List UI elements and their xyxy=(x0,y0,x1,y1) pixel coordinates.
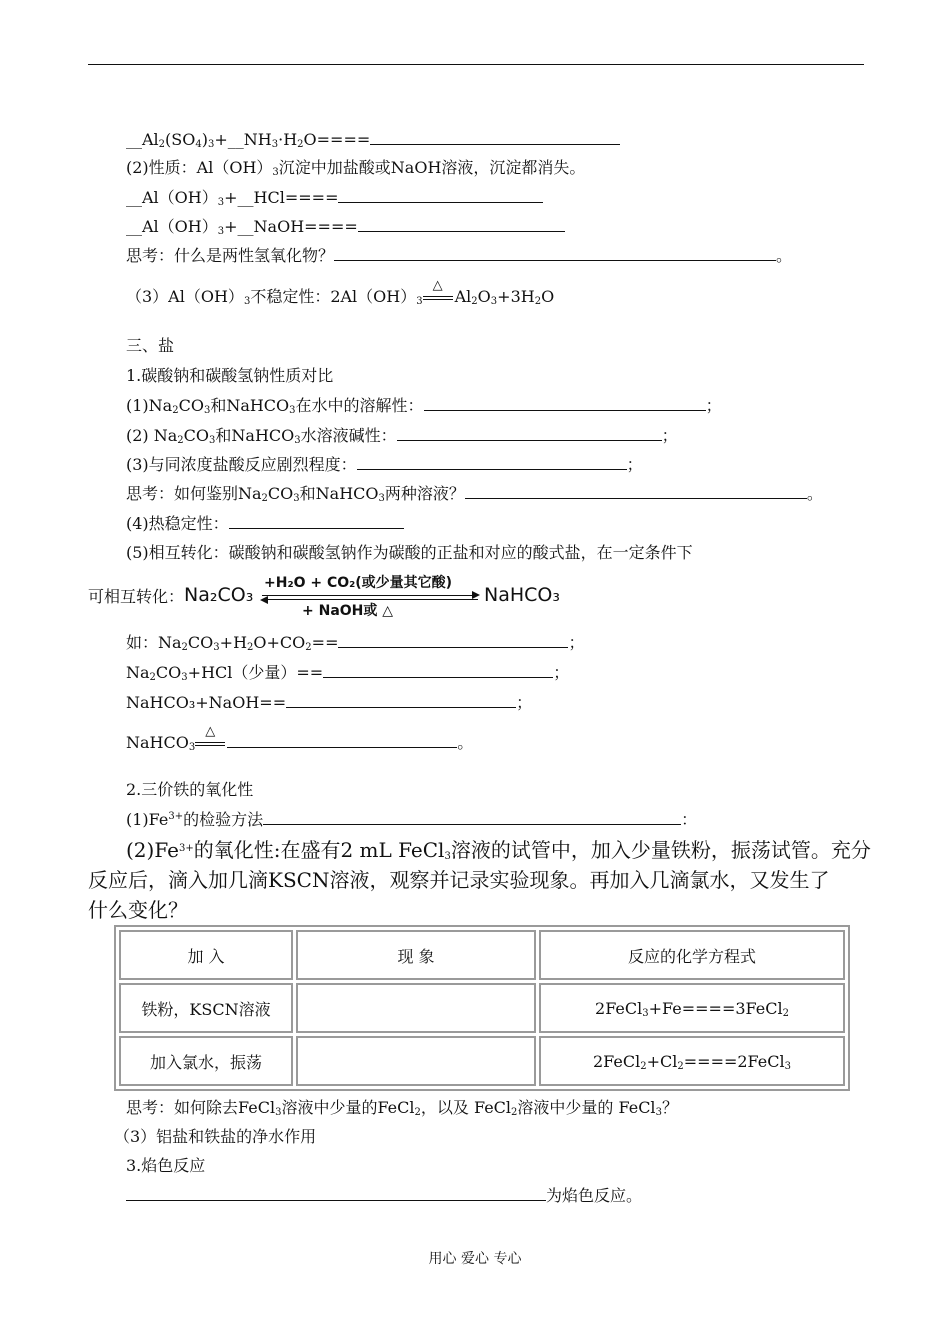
answer-blank[interactable] xyxy=(227,733,457,748)
answer-blank[interactable] xyxy=(370,130,620,145)
fe3-oxidizing-line-1: $(2)Fe^{3+}$的氧化性:在盛有2 mL FeCl$_3$溶液的试管中，加入少量铁粉，振荡试管。充分 xyxy=(126,838,871,862)
think-identify: 思考：如何鉴别$Na_2CO_3$和NaHCO$_3$两种溶液？ 。 xyxy=(126,484,823,504)
answer-blank[interactable] xyxy=(465,484,807,499)
table-row xyxy=(119,1036,845,1086)
example-equation-3: NaHCO₃+NaOH== ； xyxy=(126,693,533,712)
answer-blank[interactable] xyxy=(338,633,568,648)
section-heading-salt: 三、盐 xyxy=(126,336,175,355)
header-equation: 反应的化学方程式 xyxy=(539,930,845,980)
conversion-formula: Na₂CO₃ +H₂O + CO₂(或少量其它酸) + NaOH或 △ NaHCO₃ xyxy=(184,575,560,619)
example-equation-4: NaHCO$_3$ △ 。 xyxy=(126,724,474,753)
conversion-intro: (5)相互转化：碳酸钠和碳酸氢钠作为碳酸的正盐和对应的酸式盐，在一定条件下 xyxy=(126,543,693,562)
table-header-row xyxy=(119,930,845,980)
header-rule xyxy=(88,64,864,65)
example-equation-2: $Na_2CO_3+HCl$（少量）== ； xyxy=(126,663,570,683)
cell-equation: 2FeCl$_3$+Fe====3FeCl$_2$ xyxy=(539,983,845,1033)
table-row xyxy=(119,983,845,1033)
experiment-table xyxy=(114,925,850,1091)
property-line: (2)性质：$Al(OH)_3$沉淀中加盐酸或NaOH溶液，沉淀都消失。 xyxy=(126,158,586,178)
answer-blank[interactable] xyxy=(358,217,565,232)
thermal-stability-line: (4)热稳定性： xyxy=(126,514,404,534)
subsection-heading-carbonate: 1.碳酸钠和碳酸氢钠性质对比 xyxy=(126,366,334,385)
cell-equation: $2FeCl_2+Cl_2====2FeCl_3$ xyxy=(539,1036,845,1086)
answer-blank[interactable] xyxy=(286,693,516,708)
subsection-heading-iron: 2.三价铁的氧化性 xyxy=(126,780,254,799)
equation-line-1: $\_\_Al_2(SO_4)_3+\_\_NH_3\cdot H_2O====$ xyxy=(126,130,620,150)
answer-blank[interactable] xyxy=(334,246,776,261)
alkalinity-line: (2) $Na_2CO_3$和NaHCO$_3$水溶液碱性： ； xyxy=(126,426,678,446)
fe3-test-line: $(1)Fe^{3+}$的检验方法 ： xyxy=(126,810,698,829)
think-amphoteric: 思考：什么是两性氢氧化物？ 。 xyxy=(126,246,793,265)
reaction-rate-line: (3)与同浓度盐酸反应剧烈程度： ； xyxy=(126,455,643,474)
fe3-oxidizing-line-2: 反应后，滴入加几滴KSCN溶液，观察并记录实验现象。再加入几滴氯水，又发生了 xyxy=(88,868,830,892)
answer-blank[interactable] xyxy=(424,396,706,411)
conversion-line: 可相互转化： Na₂CO₃ +H₂O + CO₂(或少量其它酸) + NaOH或 △ NaHCO₃ xyxy=(88,575,584,619)
answer-blank[interactable] xyxy=(338,188,543,203)
example-equation-1: 如：$Na_2CO_3+H_2O+CO_2==$ ； xyxy=(126,633,585,653)
cell-add: 铁粉，KSCN溶液 xyxy=(119,983,293,1033)
cell-phenomenon[interactable] xyxy=(296,1036,536,1086)
answer-blank[interactable] xyxy=(263,810,681,825)
answer-blank[interactable] xyxy=(357,455,627,470)
think-remove-impurity: 思考：如何除去FeCl$_3$溶液中少量的FeCl$_2$，以及 FeCl$_2$溶液中少量的 FeCl$_3$？ xyxy=(126,1098,678,1118)
heat-equals-sign: △ xyxy=(195,730,227,752)
header-phenomenon: 现 象 xyxy=(296,930,536,980)
cell-phenomenon[interactable] xyxy=(296,983,536,1033)
page-footer: 用心 爱心 专心 xyxy=(428,1251,522,1267)
flame-test-line: 为焰色反应。 xyxy=(126,1186,642,1206)
answer-blank[interactable] xyxy=(229,514,404,529)
fe3-oxidizing-line-3: 什么变化？ xyxy=(88,898,188,922)
equation-line-hcl: $\_\_Al(OH)_3+\_\_HCl====$ xyxy=(126,188,543,208)
equation-line-naoh: $\_\_Al(OH)_3+\_\_NaOH====$ xyxy=(126,217,565,237)
header-add: 加 入 xyxy=(119,930,293,980)
answer-blank[interactable] xyxy=(323,663,553,678)
answer-blank[interactable] xyxy=(397,426,662,441)
subsection-heading-flame: 3.焰色反应 xyxy=(126,1156,206,1175)
instability-line: $(3)Al(OH)_3$不稳定性：$2Al(OH)_3$ △ $Al_2O_3+3H_2O$ xyxy=(126,278,555,307)
heat-equals-sign: △ xyxy=(423,284,455,306)
water-purification-line: （3）铝盐和铁盐的净水作用 xyxy=(114,1127,317,1146)
answer-blank[interactable] xyxy=(126,1186,546,1201)
solubility-line: $(1)Na_2CO_3$和NaHCO$_3$在水中的溶解性： ； xyxy=(126,396,722,416)
cell-add: 加入氯水，振荡 xyxy=(119,1036,293,1086)
